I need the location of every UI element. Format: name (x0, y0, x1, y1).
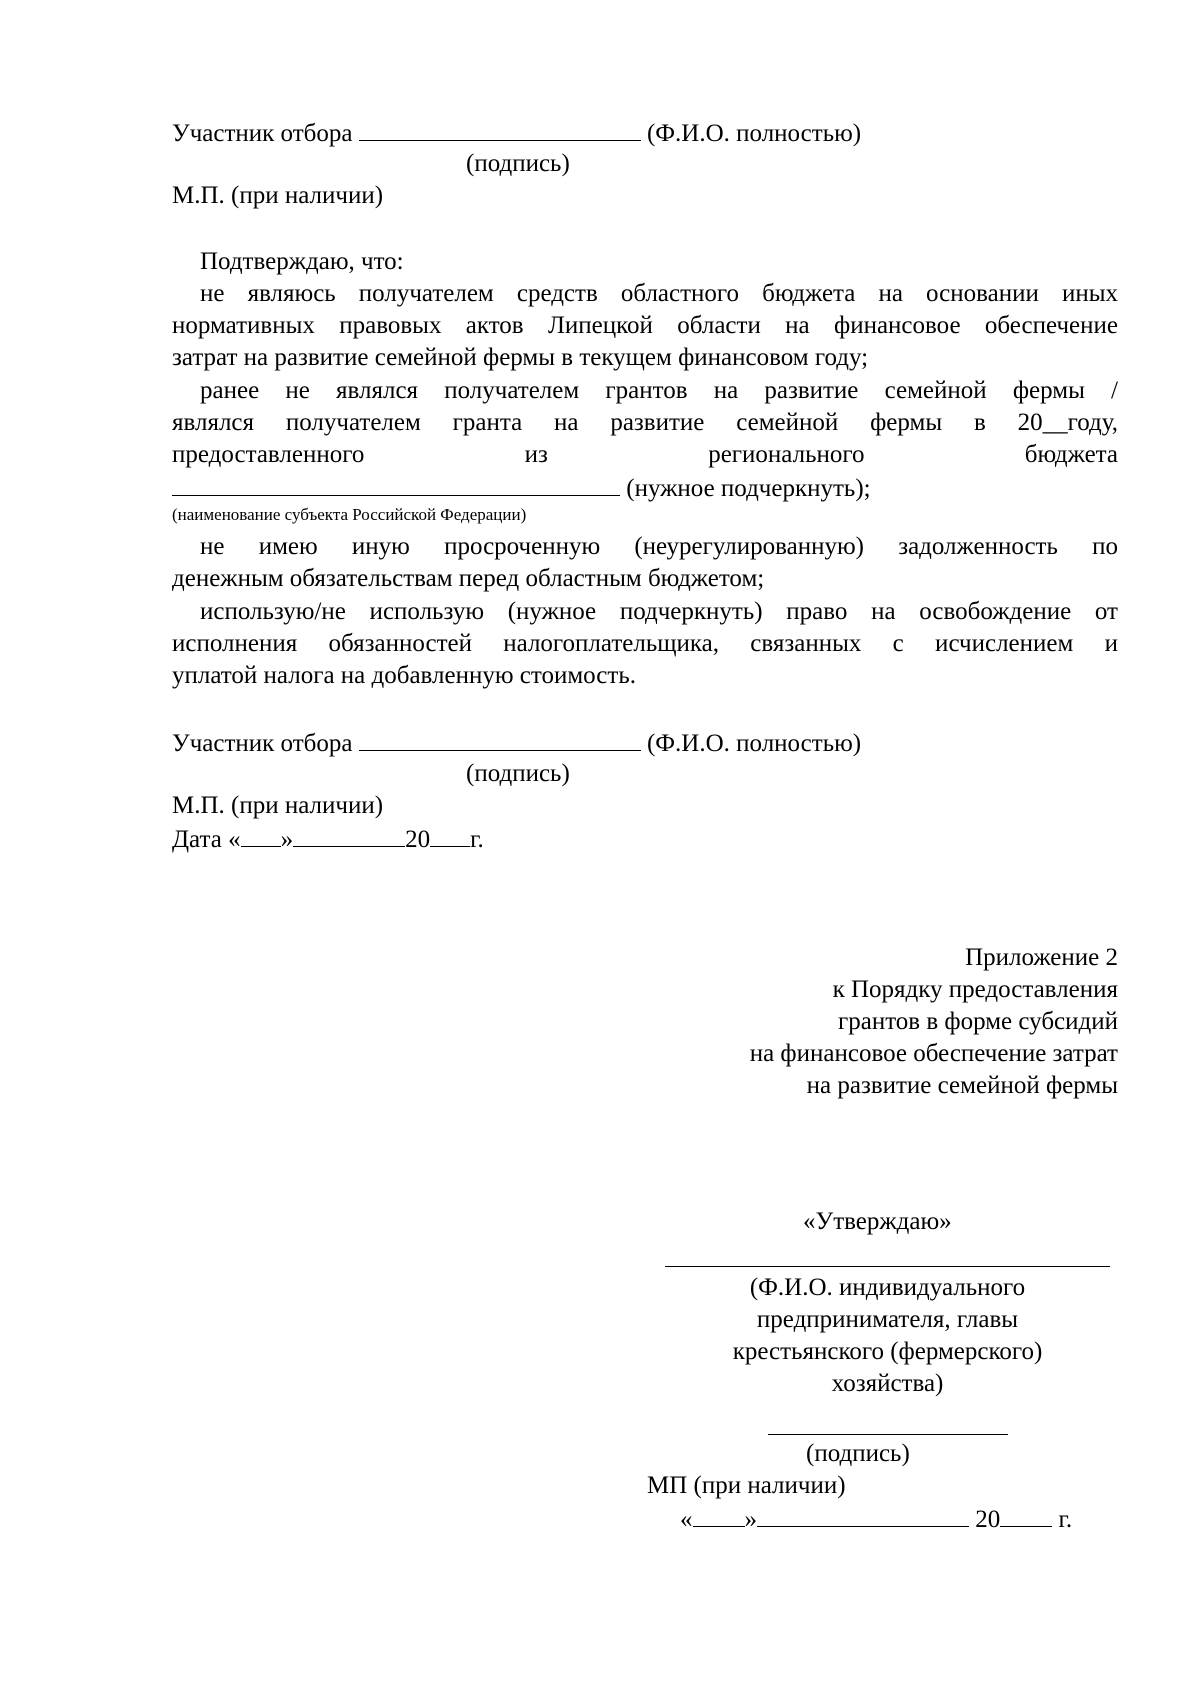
signature-field[interactable] (359, 116, 641, 141)
approver-fio-field[interactable] (665, 1266, 1110, 1267)
approval-date-day-field[interactable] (693, 1502, 745, 1527)
signature-hint: (подпись) (466, 150, 570, 177)
signature-field[interactable] (359, 726, 641, 751)
region-caption: (наименование субъекта Российской Федерации) (172, 505, 527, 524)
date-year-prefix: 20 (975, 1506, 1001, 1533)
spread-word: бюджета (1024, 441, 1118, 468)
region-field[interactable] (172, 471, 620, 496)
approval-title: «Утверждаю» (803, 1208, 952, 1235)
date-year-field[interactable] (430, 822, 470, 847)
item2-line-2: являлся получателем гранта на развитие семейной фермы в 20__году, (172, 409, 1118, 436)
spread-word: из (524, 441, 548, 468)
date-month-field[interactable] (293, 822, 405, 847)
date-label: Дата « (172, 826, 241, 853)
item1-line-1: не являюсь получателем средств областного бюджета на основании иных (200, 280, 1118, 307)
item3-line-1: не имею иную просроченную (неурегулированную) задолженность по (200, 533, 1118, 560)
item4-line-1: использую/не использую (нужное подчеркнуть) право на освобождение от (200, 598, 1118, 625)
item1-line-3: затрат на развитие семейной фермы в текущем финансовом году; (172, 344, 869, 371)
appendix-line-4: на финансовое обеспечение затрат (749, 1040, 1118, 1067)
fio-hint: (Ф.И.О. полностью) (646, 120, 862, 147)
item4-line-3: уплатой налога на добавленную стоимость. (172, 662, 636, 689)
spread-word: регионального (708, 441, 865, 468)
date-day-field[interactable] (241, 822, 281, 847)
date-close-quote: » (280, 826, 294, 853)
approver-signature-field[interactable] (768, 1434, 1008, 1435)
item2-tail: (нужное подчеркнуть); (626, 475, 871, 502)
spread-word: предоставленного (172, 441, 365, 468)
signature-line-1 (172, 116, 861, 150)
appendix-line-5: на развитие семейной фермы (806, 1072, 1118, 1099)
date-line (172, 822, 484, 856)
confirmation-intro: Подтверждаю, что: (200, 248, 404, 275)
date-suffix: г. (1058, 1506, 1073, 1533)
item1-line-2: нормативных правовых актов Липецкой области на финансовое обеспечение (172, 312, 1118, 339)
item2-line-1: ранее не являлся получателем грантов на развитие семейной фермы / (200, 377, 1118, 404)
fio-caption-line-3: крестьянского (фермерского) (732, 1338, 1043, 1365)
seal-note: М.П. (при наличии) (172, 182, 384, 209)
fio-caption-line-2: предпринимателя, главы (756, 1306, 1019, 1333)
date-year-prefix: 20 (405, 826, 431, 853)
date-open-quote: « (680, 1506, 693, 1533)
signature-hint: (подпись) (466, 760, 570, 787)
date-close-quote: » (744, 1506, 757, 1533)
approval-date-line (680, 1502, 1072, 1536)
fio-hint: (Ф.И.О. полностью) (646, 730, 862, 757)
item4-line-2: исполнения обязанностей налогоплательщика, связанных с исчислением и (172, 630, 1118, 657)
seal-note: М.П. (при наличии) (172, 792, 384, 819)
participant-label: Участник отбора (172, 730, 353, 757)
approval-date-month-field[interactable] (757, 1502, 969, 1527)
date-suffix: г. (470, 826, 484, 853)
fio-caption-line-1: (Ф.И.О. индивидуального (749, 1274, 1026, 1301)
approval-date-year-field[interactable] (1000, 1502, 1052, 1527)
approver-signature-hint: (подпись) (806, 1440, 910, 1467)
item2-line-3 (172, 439, 1118, 471)
approver-seal-note: МП (при наличии) (647, 1472, 846, 1499)
signature-line-2 (172, 726, 861, 760)
participant-label: Участник отбора (172, 120, 353, 147)
appendix-line-1: Приложение 2 (965, 944, 1118, 971)
item3-line-2: денежным обязательствам перед областным бюджетом; (172, 565, 765, 592)
item2-line-4 (172, 471, 871, 505)
appendix-line-3: грантов в форме субсидий (837, 1008, 1118, 1035)
fio-caption-line-4: хозяйства) (831, 1370, 944, 1397)
appendix-line-2: к Порядку предоставления (832, 976, 1118, 1003)
